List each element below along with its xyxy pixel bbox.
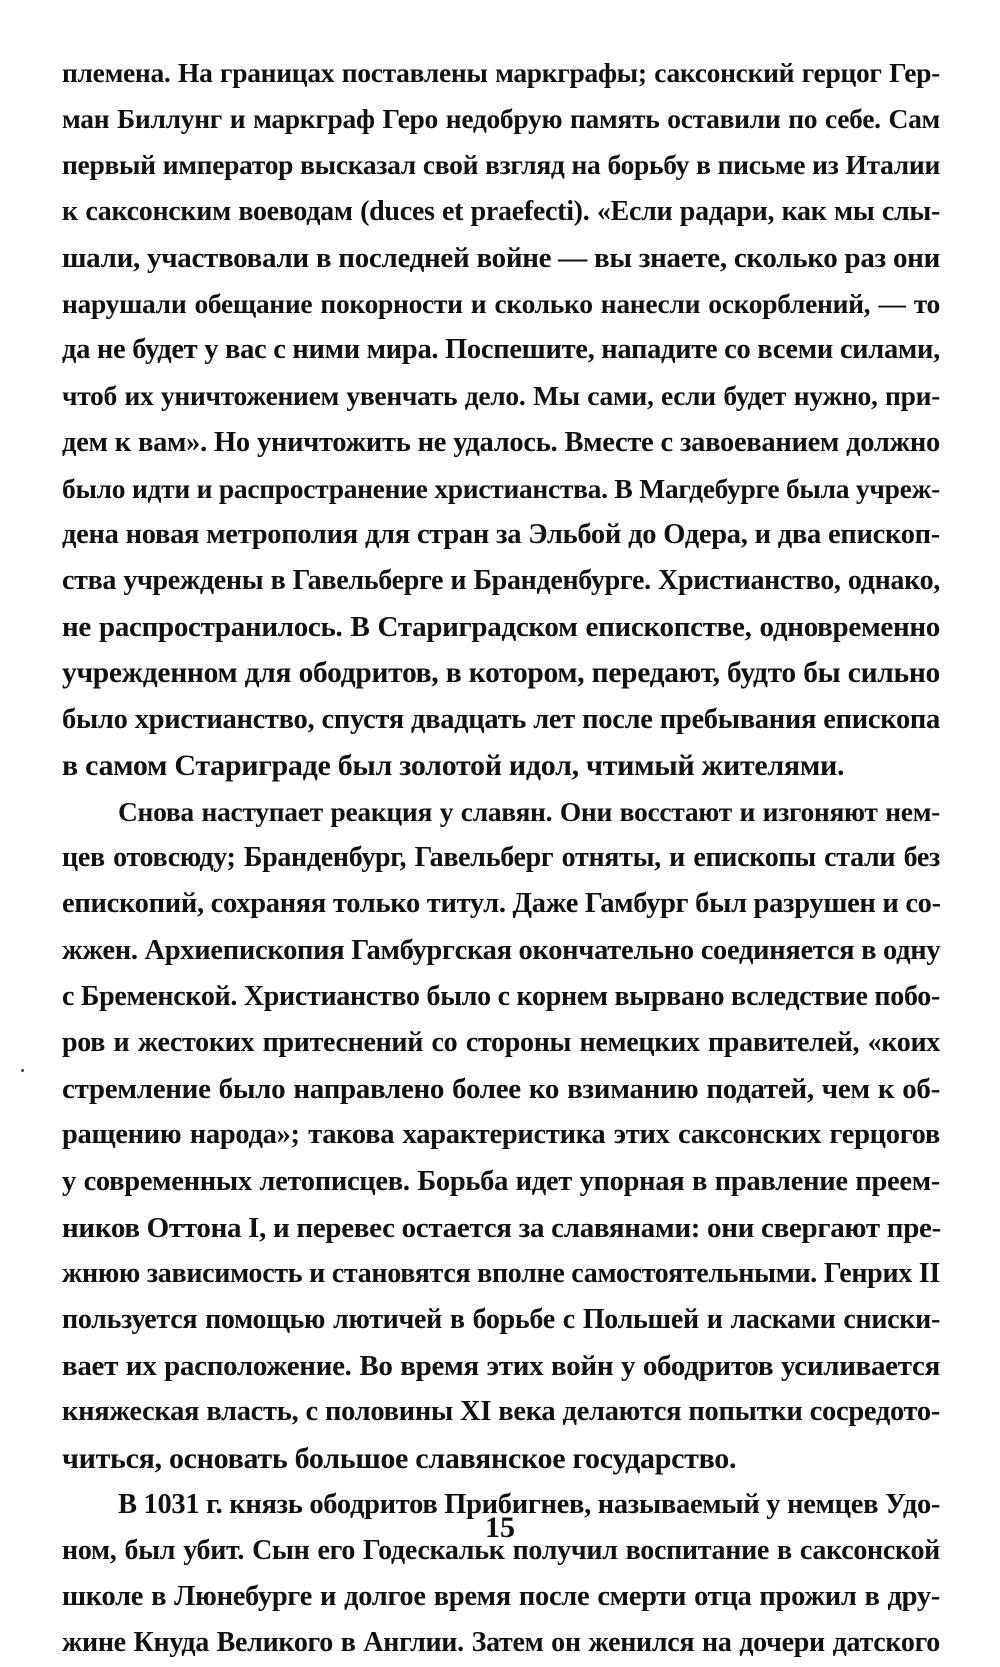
text-line: дем к вам». Но уничтожить не удалось. Вместе с завоеванием должно <box>62 426 940 458</box>
body-text <box>62 50 940 1667</box>
text-line: ров и жестоких притеснений со стороны немецких правителей, «коих <box>62 1026 940 1058</box>
page-number: 15 <box>485 1511 515 1544</box>
text-line: ман Биллунг и маркграф Геро недобрую память оставили по себе. Сам <box>62 103 940 135</box>
margin-speck <box>21 1069 24 1072</box>
paragraph-end-line: в самом Стариграде был золотой идол, чтимый жителями. <box>62 748 845 782</box>
text-line: учрежденном для ободритов, в котором, передают, будто бы сильно <box>62 657 940 690</box>
text-line: школе в Люнебурге и долгое время после смерти отца прожил в дру- <box>62 1581 940 1613</box>
text-line: нарушали обещание покорности и сколько нанесли оскорблений, — то <box>62 287 940 319</box>
text-line: не распространилось. В Стариградском епископстве, одновременно <box>62 611 940 644</box>
text-line: первый император высказал свой взгляд на борьбу в письме из Италии <box>62 149 940 181</box>
text-line: вает их расположение. Во время этих войн у ободритов усиливается <box>62 1350 940 1383</box>
paragraph-first-line: В 1031 г. князь ободритов Прибигнев, называемый у немцев Удо- <box>118 1488 941 1520</box>
paragraph-end-line: читься, основать большое славянское государство. <box>62 1441 737 1475</box>
text-line: княжеская власть, с половины XI века делаются попытки сосредото- <box>62 1396 940 1428</box>
text-line: жине Кнуда Великого в Англии. Затем он женился на дочери датского <box>62 1627 940 1659</box>
text-line: у современных летописцев. Борьба идет упорная в правление преем- <box>62 1165 940 1197</box>
text-line: епископий, сохраняя только титул. Даже Гамбург был разрушен и со- <box>62 888 941 920</box>
text-line: жнюю зависимость и становятся вполне самостоятельными. Генрих II <box>62 1257 940 1289</box>
text-line: к саксонским воеводам (duces et praefecti). «Если радари, как мы слы- <box>62 195 940 227</box>
paragraph-first-line: Снова наступает реакция у славян. Они восстают и изгоняют нем- <box>118 796 940 827</box>
text-line: дена новая метрополия для стран за Эльбой до Одера, и два епископ- <box>62 518 940 550</box>
text-line: чтоб их уничтожением увенчать дело. Мы сами, если будет нужно, при- <box>62 380 940 412</box>
text-line: было христианство, спустя двадцать лет после пребывания епископа <box>62 703 940 735</box>
text-line: стремление было направлено более ко взиманию податей, чем к об- <box>62 1073 940 1106</box>
text-line: ращению народа»; такова характеристика этих саксонских герцогов <box>62 1119 940 1151</box>
text-line: цев отовсюду; Бранденбург, Гавельберг отняты, и епископы стали без <box>62 842 940 874</box>
text-line: было идти и распространение христианства. В Магдебурге была учреж- <box>62 472 940 504</box>
text-line: ников Оттона I, и перевес остается за славянами: они свергают пре- <box>62 1211 941 1244</box>
text-line: шали, участвовали в последней войне — вы знаете, сколько раз они <box>62 241 940 274</box>
text-line: жжен. Архиепископия Гамбургская окончательно соединяется в одну <box>62 934 941 966</box>
text-line: племена. На границах поставлены маркграфы; саксонский герцог Гер- <box>62 57 940 88</box>
text-line: ном, был убит. Сын его Годескальк получил воспитание в саксонской <box>62 1535 940 1566</box>
text-line: с Бременской. Христианство было с корнем вырвано вследствие побо- <box>62 980 940 1012</box>
text-line: ства учреждены в Гавельберге и Бранденбурге. Христианство, однако, <box>62 565 940 597</box>
text-line: да не будет у вас с ними мира. Поспешите, нападите со всеми силами, <box>62 334 940 366</box>
text-line: пользуется помощью лютичей в борьбе с Польшей и ласками сниски- <box>62 1304 940 1336</box>
